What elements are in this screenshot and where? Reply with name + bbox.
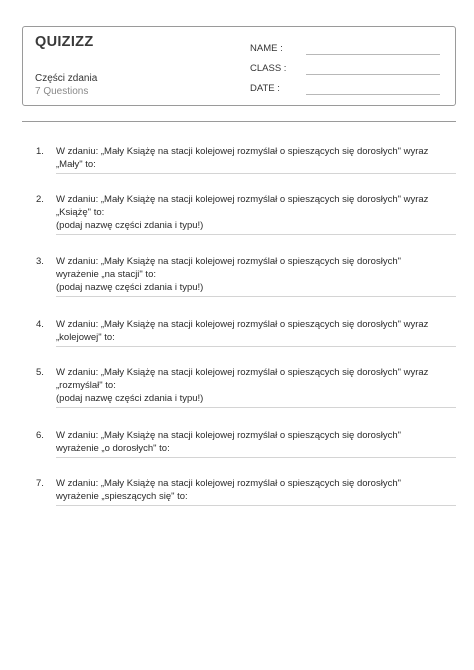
answer-line [56, 346, 456, 347]
date-label: DATE : [250, 83, 280, 94]
class-label: CLASS : [250, 63, 287, 74]
question-text [56, 477, 456, 505]
question-item [36, 318, 456, 347]
question-line: W zdaniu: „Mały Książę na stacji kolejowej rozmyślał o spieszących się dorosłych" wyraz [56, 319, 429, 330]
question-text [56, 145, 456, 173]
question-line: (podaj nazwę części zdania i typu!) [56, 220, 204, 231]
class-line [306, 74, 440, 75]
date-line [306, 94, 440, 95]
question-line: wyrażenie „spieszących się" to: [56, 491, 188, 502]
question-line: W zdaniu: „Mały Książę na stacji kolejowej rozmyślał o spieszących się dorosłych" wyraz [56, 194, 429, 205]
question-text [56, 255, 456, 296]
name-line [306, 54, 440, 55]
answer-line [56, 173, 456, 174]
question-line: W zdaniu: „Mały Książę na stacji kolejowej rozmyślał o spieszących się dorosłych" [56, 478, 401, 489]
name-field [250, 41, 440, 55]
question-line: „Książę" to: [56, 207, 105, 218]
question-number: 4. [36, 319, 44, 330]
quizizz-logo: QUIZIZZ [35, 34, 94, 50]
question-count: 7 Questions [35, 86, 89, 97]
class-field [250, 61, 440, 75]
question-text [56, 366, 456, 407]
question-item [36, 255, 456, 297]
question-number: 7. [36, 478, 44, 489]
answer-line [56, 505, 456, 506]
worksheet-header [22, 26, 456, 106]
answer-line [56, 407, 456, 408]
question-number: 5. [36, 367, 44, 378]
question-line: „kolejowej" to: [56, 332, 115, 343]
question-item [36, 477, 456, 506]
question-line: (podaj nazwę części zdania i typu!) [56, 282, 204, 293]
question-item [36, 366, 456, 408]
question-line: wyrażenie „o dorosłych" to: [56, 443, 170, 454]
answer-line [56, 457, 456, 458]
question-line: W zdaniu: „Mały Książę na stacji kolejowej rozmyślał o spieszących się dorosłych" wyraz [56, 146, 429, 157]
quiz-title: Części zdania [35, 73, 98, 84]
question-text [56, 193, 456, 234]
answer-line [56, 296, 456, 297]
question-line: „rozmyślał" to: [56, 380, 116, 391]
question-line: „Mały" to: [56, 159, 96, 170]
question-line: W zdaniu: „Mały Książę na stacji kolejowej rozmyślał o spieszących się dorosłych" [56, 430, 401, 441]
question-number: 3. [36, 256, 44, 267]
question-item [36, 145, 456, 174]
question-line: wyrażenie „na stacji" to: [56, 269, 156, 280]
question-line: (podaj nazwę części zdania i typu!) [56, 393, 204, 404]
question-text [56, 429, 456, 457]
question-number: 1. [36, 146, 44, 157]
date-field [250, 81, 440, 95]
answer-line [56, 234, 456, 235]
name-label: NAME : [250, 43, 283, 54]
header-divider [22, 121, 456, 122]
question-text [56, 318, 456, 346]
question-item [36, 193, 456, 235]
question-item [36, 429, 456, 458]
question-number: 2. [36, 194, 44, 205]
question-line: W zdaniu: „Mały Książę na stacji kolejowej rozmyślał o spieszących się dorosłych" [56, 256, 401, 267]
question-number: 6. [36, 430, 44, 441]
question-line: W zdaniu: „Mały Książę na stacji kolejowej rozmyślał o spieszących się dorosłych" wyraz [56, 367, 429, 378]
